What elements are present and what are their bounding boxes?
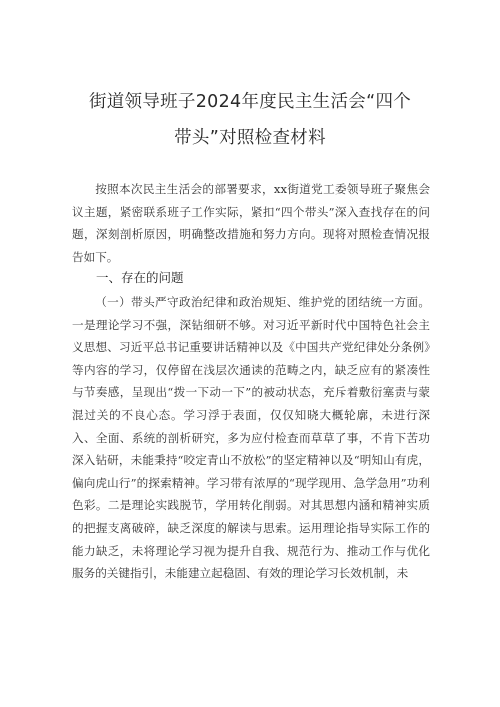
section-heading: 一、存在的问题 (96, 270, 184, 285)
document-title-line-2: 带头”对照检查材料 (174, 128, 326, 148)
intro-block (72, 178, 430, 268)
intro-paragraph: 按照本次民主生活会的部署要求，xx街道党工委领导班子聚焦会议主题，紧密联系班子工作实际，紧扣“四个带头”深入查找存在的问题，深刻剖析原因，明确整改措施和努力方向。现将对照检查情况报告如下。 (72, 182, 430, 264)
document-title-line-1: 街道领导班子2024年度民主生活会“四个 (88, 92, 412, 112)
section-block (72, 291, 430, 585)
section-paragraph: （一）带头严守政治纪律和政治规矩、维护党的团结统一方面。一是理论学习不强，深钻细研不够。对习近平新时代中国特色社会主义思想、习近平总书记重要讲话精神以及《中国共产党纪律处分条例》等内容的学习，仅停留在浅层次通读的范畴之内，缺乏应有的紧凑性与节奏感，呈现出“拨一下动一下”的被动状态，充斥着敷衍塞责与蒙混过关的不良心态。学习浮于表面，仅仅知晓大概轮廓，未进行深入、全面、系统的剖析研究，多为应付检查而草草了事，不肯下苦功深入钻研，未能秉持“咬定青山不放松”的坚定精神以及“明知山有虎，偏向虎山行”的探索精神。学习带有浓厚的“现学现用、急学急用”功利色彩。二是理论实践脱节，学用转化削弱。对其思想内涵和精神实质的把握支离破碎，缺乏深度的解读与思索。运用理论指导实际工作的能力缺乏，未将理论学习视为提升自我、规范行为、推动工作与优化服务的关键指引，未能建立起稳固、有效的理论学习长效机制，未 (72, 295, 430, 581)
